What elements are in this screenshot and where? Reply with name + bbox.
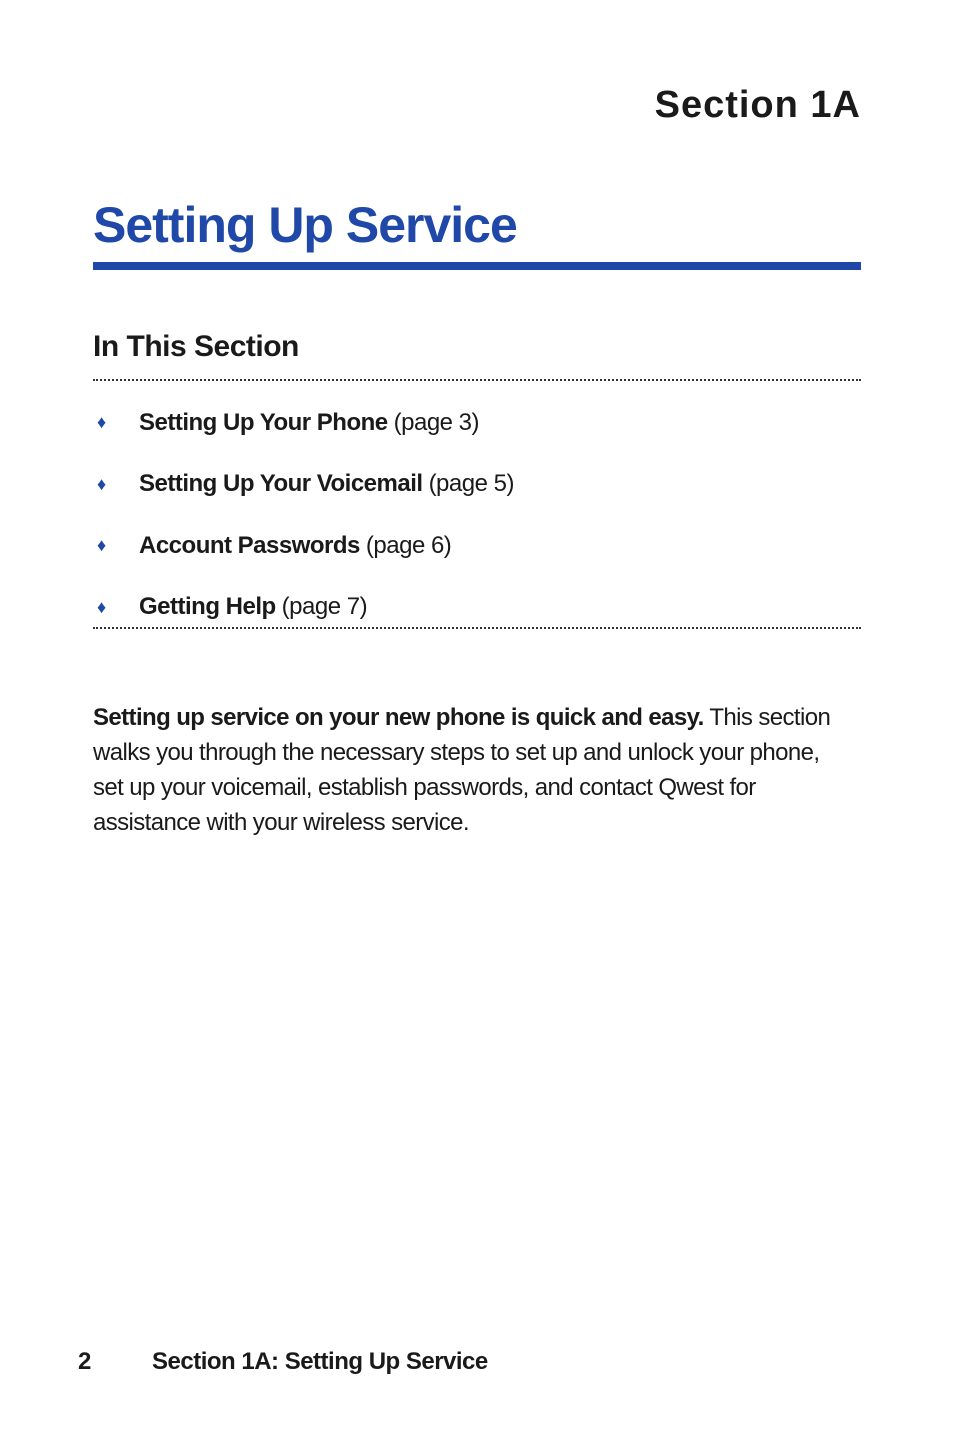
title-underline xyxy=(93,262,861,270)
intro-lead-sentence: Setting up service on your new phone is quick and easy. xyxy=(93,704,704,731)
section-label: Section 1A xyxy=(654,84,861,126)
list-item-title[interactable]: Setting Up Your Voicemail xyxy=(139,470,423,498)
list-item-title[interactable]: Account Passwords xyxy=(139,531,360,559)
list-item-page: (page 5) xyxy=(428,470,514,498)
list-item-page: (page 7) xyxy=(281,593,368,621)
intro-body-text: This section walks you through the necessary steps to set up and unlock your phone, set up your voicemail, establish passwords, and contact Qwest for assistance with your wireless service. xyxy=(93,704,831,836)
page-title: Setting Up Service xyxy=(93,197,517,253)
list-item-page: (page 3) xyxy=(393,408,480,436)
page-number: 2 xyxy=(78,1348,91,1375)
diamond-bullet-icon: ♦ xyxy=(97,412,106,433)
list-item[interactable] xyxy=(93,515,861,577)
list-item-title[interactable]: Setting Up Your Phone xyxy=(139,408,388,436)
diamond-bullet-icon: ♦ xyxy=(97,473,106,494)
intro-paragraph xyxy=(93,700,833,840)
running-title: Section 1A: Setting Up Service xyxy=(152,1348,488,1375)
dotted-divider-bottom xyxy=(93,627,861,629)
diamond-bullet-icon: ♦ xyxy=(97,596,106,617)
list-item-page: (page 6) xyxy=(365,531,452,559)
section-contents-list xyxy=(93,392,861,638)
list-item-title[interactable]: Getting Help xyxy=(139,593,276,621)
in-this-section-heading: In This Section xyxy=(93,330,299,363)
list-item[interactable] xyxy=(93,454,861,516)
list-item[interactable] xyxy=(93,392,861,454)
page-footer xyxy=(78,1348,488,1376)
dotted-divider-top xyxy=(93,379,861,381)
diamond-bullet-icon: ♦ xyxy=(97,535,106,556)
